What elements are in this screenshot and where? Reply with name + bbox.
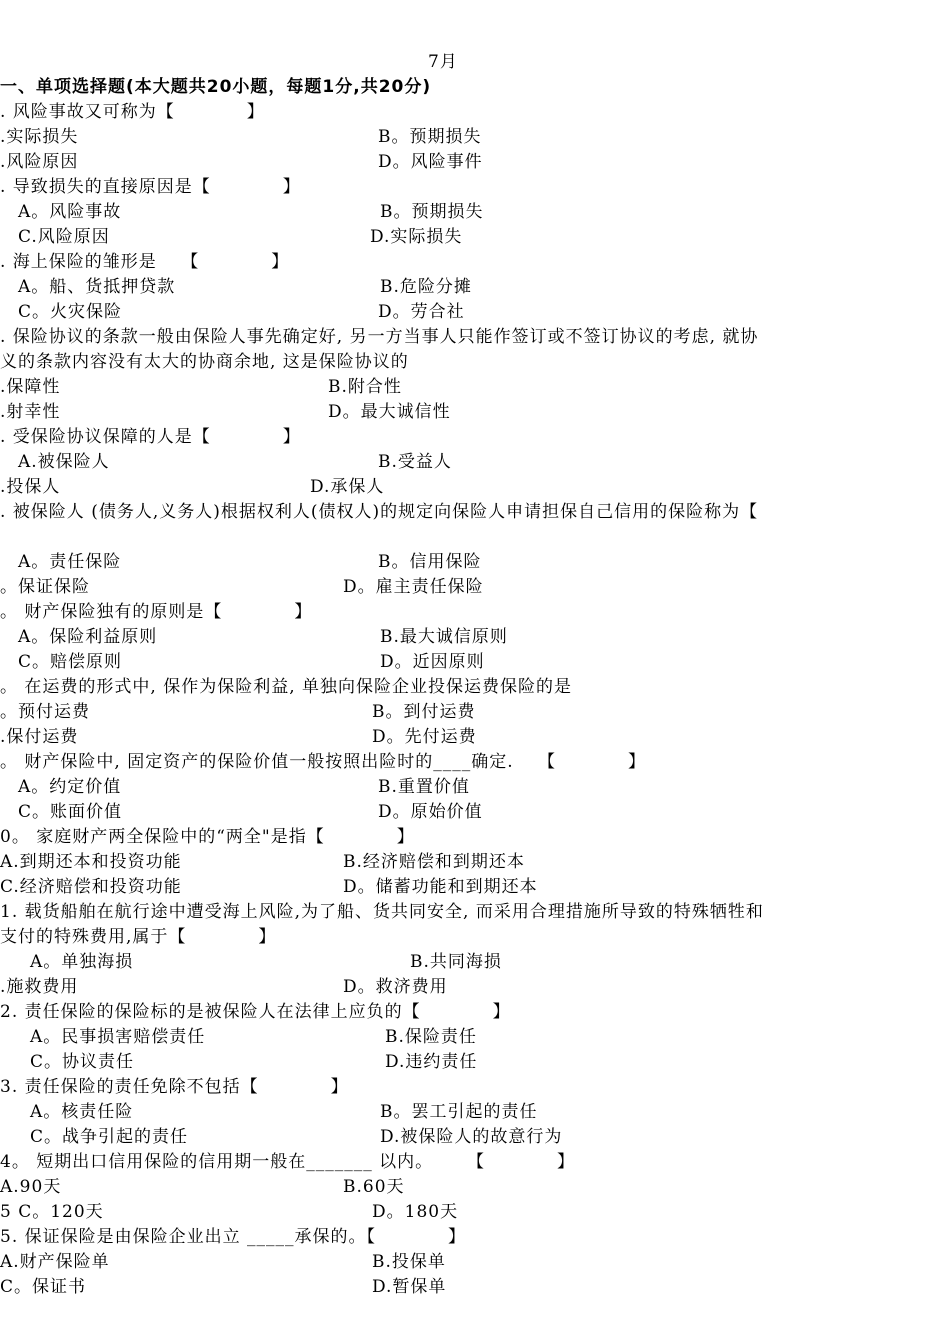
question-11-stem: 1. 载货船舶在航行途中遭受海上风险,为了船、货共同安全, 而采用合理措施所导致的特殊牺牲和 [0,902,764,922]
question-11-option-d: D。救济费用 [343,977,448,997]
question-4-stem: . 保险协议的条款一般由保险人事先确定好, 另一方当事人只能作签订或不签订协议的考虑, 就协 [0,327,759,347]
question-15-stem: 5. 保证保险是由保险企业出立 _____承保的。【 】 [0,1227,467,1247]
question-8-option-c: .保付运费 [0,727,79,747]
question-13-option-c: C。战争引起的责任 [30,1127,189,1147]
question-13-option-d: D.被保险人的故意行为 [380,1127,563,1147]
question-10-option-b: B.经济赔偿和到期还本 [343,852,525,872]
question-5-option-b: B.受益人 [378,452,452,472]
question-7-option-d: D。近因原则 [380,652,485,672]
question-12-option-a: A。民事损害赔偿责任 [30,1027,206,1047]
question-6-option-c: 。保证保险 [0,577,90,597]
question-1-option-c: .风险原因 [0,152,79,172]
question-14-option-b: B.60天 [343,1177,405,1197]
question-6-option-d: D。雇主责任保险 [343,577,484,597]
question-15-option-c: C。保证书 [0,1277,87,1297]
question-10-stem: 0。 家庭财产两全保险中的“两全"是指【 】 [0,827,415,847]
question-11-option-a: A。单独海损 [30,952,134,972]
question-9-option-c: C。账面价值 [18,802,123,822]
question-3-option-c: C。火灾保险 [18,302,123,322]
question-6-stem: . 被保险人 (债务人,义务人)根据权利人(债权人)的规定向保险人申请担保自己信用的保险称为【 [0,502,759,522]
question-13-option-a: A。核责任险 [30,1102,134,1122]
question-14-option-d: D。180天 [372,1202,459,1222]
question-13-option-b: B。罢工引起的责任 [380,1102,538,1122]
question-2-option-c: C.风险原因 [18,227,110,247]
question-2-option-b: B。预期损失 [380,202,484,222]
question-3-option-a: A。船、货抵押贷款 [18,277,176,297]
question-9-stem: 。 财产保险中, 固定资产的保险价值一般按照出险时的____确定. 【 】 [0,752,647,772]
question-4-option-b: B.附合性 [328,377,402,397]
question-7-option-a: A。保险利益原则 [18,627,158,647]
question-11-stem-continued: 支付的特殊费用,属于【 】 [0,927,277,947]
question-6-option-b: B。信用保险 [378,552,482,572]
question-1-option-d: D。风险事件 [378,152,483,172]
question-9-option-d: D。原始价值 [378,802,483,822]
question-4-option-c: .射幸性 [0,402,61,422]
question-13-stem: 3. 责任保险的责任免除不包括【 】 [0,1077,349,1097]
question-1-option-a: .实际损失 [0,127,79,147]
question-5-option-c: .投保人 [0,477,61,497]
question-12-option-d: D.违约责任 [385,1052,478,1072]
question-11-option-b: B.共同海损 [410,952,502,972]
question-15-option-a: A.财产保险单 [0,1252,110,1272]
question-1-stem: . 风险事故又可称为【 】 [0,102,265,122]
question-2-stem: . 导致损失的直接原因是【 】 [0,177,301,197]
question-5-option-d: D.承保人 [310,477,385,497]
question-5-stem: . 受保险协议保障的人是【 】 [0,427,301,447]
question-15-option-d: D.暂保单 [372,1277,447,1297]
question-11-option-c: .施救费用 [0,977,79,997]
question-2-option-a: A。风险事故 [18,202,122,222]
question-7-option-c: C。赔偿原则 [18,652,123,672]
section-heading: 一、单项选择题(本大题共20小题，每题1分,共20分) [0,77,432,97]
question-10-option-a: A.到期还本和投资功能 [0,852,182,872]
question-4-stem-continued: 义的条款内容没有太大的协商余地, 这是保险协议的 [0,352,409,372]
question-10-option-d: D。储蓄功能和到期还本 [343,877,538,897]
question-14-option-a: A.90天 [0,1177,62,1197]
question-4-option-d: D。最大诚信性 [328,402,451,422]
question-12-stem: 2. 责任保险的保险标的是被保险人在法律上应负的【 】 [0,1002,511,1022]
question-1-option-b: B。预期损失 [378,127,482,147]
question-3-option-b: B.危险分摊 [380,277,472,297]
question-3-stem: . 海上保险的雏形是 【 】 [0,252,290,272]
question-8-option-a: 。预付运费 [0,702,90,722]
question-12-option-b: B.保险责任 [385,1027,477,1047]
question-9-option-b: B.重置价值 [378,777,470,797]
question-7-option-b: B.最大诚信原则 [380,627,508,647]
question-2-option-d: D.实际损失 [370,227,463,247]
question-10-option-c: C.经济赔偿和投资功能 [0,877,182,897]
question-5-option-a: A.被保险人 [18,452,110,472]
question-12-option-c: C。协议责任 [30,1052,135,1072]
question-3-option-d: D。劳合社 [378,302,465,322]
question-6-option-a: A。责任保险 [18,552,122,572]
question-14-stem: 4。 短期出口信用保险的信用期一般在_______ 以内。 【 】 [0,1152,576,1172]
question-7-stem: 。 财产保险独有的原则是【 】 [0,602,313,622]
question-8-stem: 。 在运费的形式中, 保作为保险利益, 单独向保险企业投保运费保险的是 [0,677,573,697]
question-9-option-a: A。约定价值 [18,777,122,797]
page-month: 7月 [428,52,458,72]
question-8-option-d: D。先付运费 [372,727,477,747]
question-14-option-c: 5 C。120天 [0,1202,104,1222]
question-4-option-a: .保障性 [0,377,61,397]
question-8-option-b: B。到付运费 [372,702,476,722]
question-15-option-b: B.投保单 [372,1252,446,1272]
